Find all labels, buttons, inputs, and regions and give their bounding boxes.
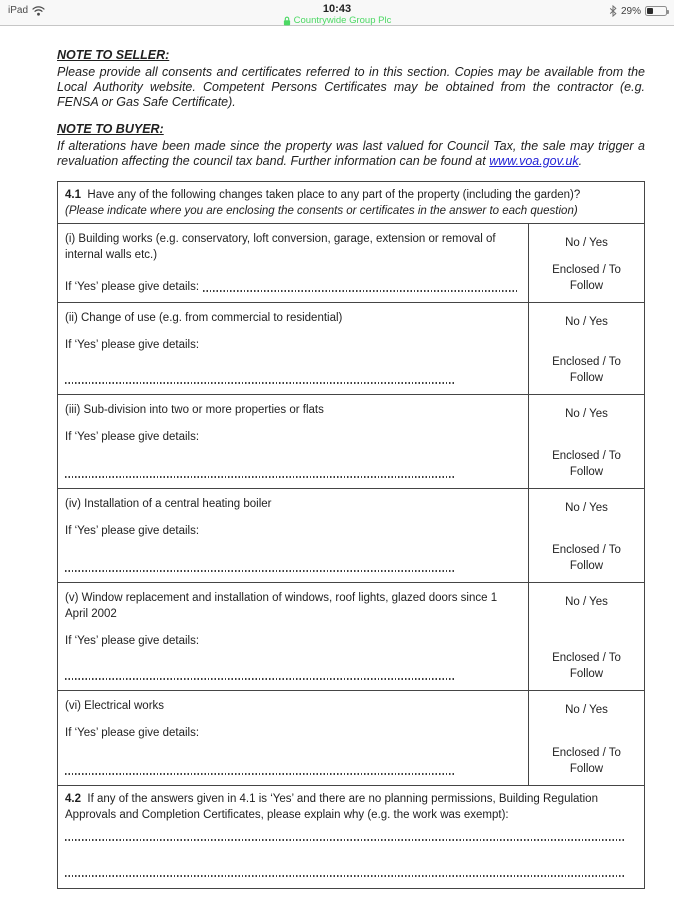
answer-dotted-line <box>65 773 456 775</box>
answer-dotted-line <box>65 382 456 384</box>
ios-status-bar <box>0 0 674 26</box>
clock: 10:43 <box>322 3 352 15</box>
battery-percent: 29% <box>620 5 641 17</box>
answer-no-yes: No / Yes <box>565 596 608 608</box>
answer-dotted-line <box>65 678 456 680</box>
table-row <box>58 302 644 394</box>
details-prompt: If ‘Yes’ please give details: <box>65 339 200 351</box>
answer-no-yes: No / Yes <box>565 704 608 716</box>
details-prompt: If ‘Yes’ please give details: <box>65 635 200 647</box>
answer-dotted-line <box>65 839 626 841</box>
answer-enclosed: Enclosed / To Follow <box>552 747 621 775</box>
details-prompt: If ‘Yes’ please give details: <box>65 525 200 537</box>
answer-dotted-line <box>203 290 518 292</box>
answer-enclosed: Enclosed / To Follow <box>552 652 621 680</box>
lock-icon <box>283 16 291 26</box>
answer-cell-iv <box>528 489 644 582</box>
question-text: If any of the answers given in 4.1 is ‘Yes’ and there are no planning permissions, Building Regulation Approvals and Completion Certificates, please explain why (e.g. the work was exempt): <box>65 793 598 821</box>
table-row <box>58 690 644 785</box>
question-cell-ii <box>58 303 528 394</box>
answer-dotted-line <box>65 570 456 572</box>
question-cell-vi <box>58 691 528 785</box>
question-cell-iii <box>58 395 528 488</box>
answer-cell-iii <box>528 395 644 488</box>
note-to-seller-heading: NOTE TO SELLER: <box>57 48 170 62</box>
answer-enclosed: Enclosed / To Follow <box>552 264 621 292</box>
answer-dotted-line <box>65 875 626 877</box>
device-label: iPad <box>8 5 29 16</box>
question-cell-v <box>58 583 528 690</box>
table-row <box>58 488 644 582</box>
carrier-text: Countrywide Group Plc <box>293 15 392 26</box>
answer-cell-i <box>528 224 644 302</box>
question-cell-i <box>58 224 528 302</box>
details-prompt: If ‘Yes’ please give details: <box>65 727 200 739</box>
answer-enclosed: Enclosed / To Follow <box>552 544 621 572</box>
answer-cell-vi <box>528 691 644 785</box>
question-cell-iv <box>58 489 528 582</box>
answer-no-yes: No / Yes <box>565 408 608 420</box>
document-page <box>0 26 674 889</box>
question-4-1-header <box>58 182 644 223</box>
note-to-buyer-heading: NOTE TO BUYER: <box>57 122 164 136</box>
answer-no-yes: No / Yes <box>565 316 608 328</box>
table-row <box>58 223 644 302</box>
answer-enclosed: Enclosed / To Follow <box>552 356 621 384</box>
question-number: 4.1 <box>65 189 81 201</box>
answer-enclosed: Enclosed / To Follow <box>552 450 621 478</box>
row-label: (v) Window replacement and installation of windows, roof lights, glazed doors since 1 April 2002 <box>65 592 498 620</box>
row-label: (vi) Electrical works <box>65 700 165 712</box>
bluetooth-icon <box>609 5 617 17</box>
buyer-body-suffix: . <box>578 154 583 168</box>
question-instruction: (Please indicate where you are enclosing the consents or certificates in the answer to each question) <box>65 205 578 217</box>
note-to-buyer-body <box>57 139 645 169</box>
status-right <box>609 5 667 17</box>
row-label: (i) Building works (e.g. conservatory, loft conversion, garage, extension or removal of internal walls etc.) <box>65 233 496 261</box>
question-4-2 <box>58 785 644 888</box>
answer-dotted-line <box>65 476 456 478</box>
note-to-seller-body: Please provide all consents and certificates referred to in this section. Copies may be available from the Local Authority website. Competent Persons Certificates may be obtained from the contractor (e.g. FENSA or Gas Safe Certificate). <box>57 65 645 109</box>
question-text: Have any of the following changes taken place to any part of the property (including the garden)? <box>87 189 581 201</box>
buyer-body-text: If alterations have been made since the property was last valued for Council Tax, the sale may trigger a revaluation affecting the council tax band. Further information can be found at <box>57 139 645 168</box>
answer-no-yes: No / Yes <box>565 502 608 514</box>
table-row <box>58 394 644 488</box>
row-label: (iii) Sub-division into two or more properties or flats <box>65 404 324 416</box>
question-table-4-1 <box>57 181 645 889</box>
row-label: (ii) Change of use (e.g. from commercial to residential) <box>65 312 343 324</box>
battery-icon <box>645 6 667 16</box>
voa-link[interactable]: www.voa.gov.uk <box>489 154 579 168</box>
details-prompt: If ‘Yes’ please give details: <box>65 281 200 293</box>
details-prompt: If ‘Yes’ please give details: <box>65 431 200 443</box>
vpn-carrier-label <box>0 15 674 26</box>
table-row <box>58 582 644 690</box>
answer-no-yes: No / Yes <box>565 237 608 249</box>
answer-cell-ii <box>528 303 644 394</box>
row-label: (iv) Installation of a central heating boiler <box>65 498 272 510</box>
question-number: 4.2 <box>65 793 81 805</box>
answer-cell-v <box>528 583 644 690</box>
